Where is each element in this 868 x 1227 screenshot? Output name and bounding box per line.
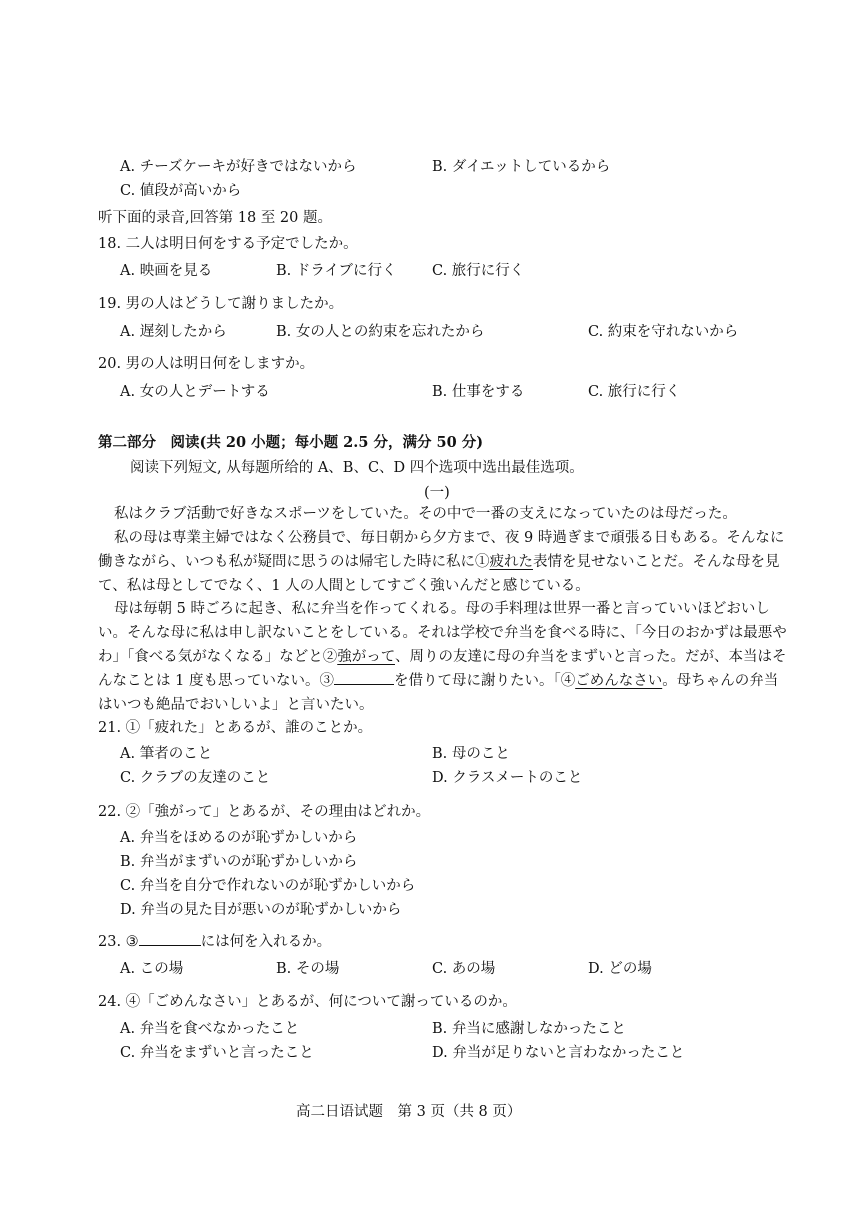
answer-blank — [334, 670, 394, 685]
q18-option-c: C. 旅行に行く — [432, 263, 525, 279]
underlined-phrase-2: 強がって — [337, 649, 395, 665]
part2-instruction: 阅读下列短文, 从每题所给的 A、B、C、D 四个选项中选出最佳选项。 — [130, 460, 584, 476]
q24-option-b: B. 弁当に感謝しなかったこと — [432, 1021, 626, 1037]
listening-instruction: 听下面的录音,回答第 18 至 20 题。 — [98, 210, 332, 226]
q24-stem: 24. ④「ごめんなさい」とあるが、何について謝っているのか。 — [98, 994, 517, 1010]
q23-option-c: C. あの場 — [432, 961, 496, 977]
q19-option-b: B. 女の人との約束を忘れたから — [276, 324, 485, 340]
q23-option-d: D. どの場 — [588, 961, 652, 977]
q19-option-c: C. 約束を守れないから — [588, 324, 739, 340]
passage-text: 私の母は専業主婦ではなく公務員で、毎日朝から夕方まで、夜 9 時過ぎまで頑張る日もある。そんなに働きながら、いつも私が疑問に思うのは帰宅した時に私に① — [98, 530, 785, 570]
passage-text: 。母ちゃんの弁当はいつも絶品でおいしいよ」と言いたい。 — [98, 673, 779, 713]
q17-option-c: C. 値段が高いから — [120, 183, 242, 199]
q24-option-d: D. 弁当が足りないと言わなかったこと — [432, 1045, 685, 1061]
q18-option-a: A. 映画を見る — [120, 263, 213, 279]
q19-option-a: A. 遅刻したから — [120, 324, 227, 340]
q23-stem — [98, 930, 331, 951]
passage-text: 表情を見せないことだ。そんな母を見て、私は母としてでなく、1 人の人間としてすごく強いんだと感じている。 — [98, 554, 780, 594]
q24-option-a: A. 弁当を食べなかったこと — [120, 1021, 300, 1037]
q22-stem: 22. ②「強がって」とあるが、その理由はどれか。 — [98, 804, 431, 820]
passage-paragraph-1 — [98, 502, 788, 526]
q23-option-a: A. この場 — [120, 961, 184, 977]
q24-option-c: C. 弁当をまずいと言ったこと — [120, 1045, 314, 1061]
q22-option-b: B. 弁当がまずいのが恥ずかしいから — [120, 854, 358, 870]
q21-option-d: D. クラスメートのこと — [432, 770, 583, 786]
q21-option-b: B. 母のこと — [432, 746, 510, 762]
q21-option-a: A. 筆者のこと — [120, 746, 213, 762]
passage-text: 、周りの友達に母の弁当をまずいと言った。だが、本当はそんなことは 1 度も思っていない。③ — [98, 649, 787, 689]
q18-option-b: B. ドライブに行く — [276, 263, 397, 279]
q20-option-b: B. 仕事をする — [432, 384, 525, 400]
section-number: (一) — [424, 485, 450, 501]
q20-option-a: A. 女の人とデートする — [120, 384, 270, 400]
q22-option-c: C. 弁当を自分で作れないのが恥ずかしいから — [120, 878, 416, 894]
q21-option-c: C. クラブの友達のこと — [120, 770, 271, 786]
q19-stem: 19. 男の人はどうして謝りましたか。 — [98, 296, 344, 312]
q18-stem: 18. 二人は明日何をする予定でしたか。 — [98, 236, 358, 252]
passage-text: 私はクラブ活動で好きなスポーツをしていた。その中で一番の支えになっていたのは母だった。 — [114, 506, 737, 522]
q20-option-c: C. 旅行に行く — [588, 384, 681, 400]
q17-option-b: B. ダイエットしているから — [432, 159, 611, 175]
underlined-phrase-4: ごめんなさい — [575, 673, 663, 689]
q23-stem-prefix: 23. ③ — [98, 934, 139, 950]
q22-option-d: D. 弁当の見た目が悪いのが恥ずかしいから — [120, 902, 402, 918]
underlined-phrase-1: 疲れた — [489, 554, 533, 570]
q23-stem-suffix: には何を入れるか。 — [200, 934, 332, 950]
passage-paragraph-2 — [98, 526, 788, 598]
q20-stem: 20. 男の人は明日何をしますか。 — [98, 356, 315, 372]
q21-stem: 21. ①「疲れた」とあるが、誰のことか。 — [98, 720, 373, 736]
part2-heading: 第二部分 阅读(共 20 小题；每小题 2.5 分，满分 50 分) — [98, 434, 484, 451]
q22-option-a: A. 弁当をほめるのが恥ずかしいから — [120, 830, 358, 846]
answer-blank — [139, 931, 201, 946]
passage-text: 母は毎朝 5 時ごろに起き、私に弁当を作ってくれる。母の手料理は世界一番と言っていいほどおいしい。そんな母に私は申し訳ないことをしている。それは学校で弁当を食べる時に、「今日のおかずは最悪やわ」「食べる気がなくなる」などと② — [98, 601, 787, 665]
passage-paragraph-3 — [98, 597, 788, 717]
q23-option-b: B. その場 — [276, 961, 340, 977]
passage-text: を借りて母に謝りたい。「④ — [393, 673, 576, 689]
q17-option-a: A. チーズケーキが好きではないから — [120, 159, 357, 175]
page-footer: 高二日语试题 第 3 页（共 8 页） — [296, 1104, 522, 1120]
